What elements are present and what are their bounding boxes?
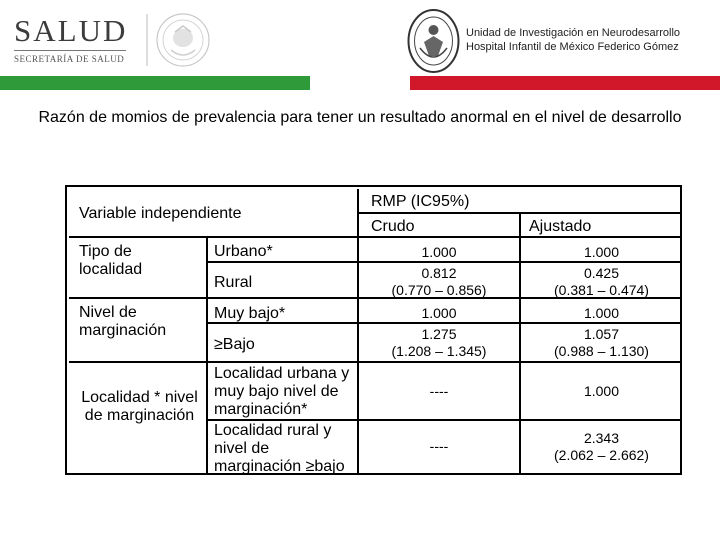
crude-urban-low-marg: ---- bbox=[429, 383, 449, 399]
rule-header-bottom bbox=[69, 236, 682, 238]
salud-wordmark: SALUD bbox=[14, 13, 128, 48]
category-muy-bajo: Muy bajo* bbox=[214, 305, 286, 322]
category-rural-high-marg: Localidad rural y nivel de marginación ≥bajo bbox=[214, 422, 345, 475]
salud-subtitle: SECRETARÍA DE SALUD bbox=[14, 54, 125, 64]
header-variable: Variable independiente bbox=[79, 205, 242, 222]
unit-name: Unidad de Investigación en Neurodesarrollo bbox=[466, 27, 681, 39]
adjusted-rural-high-marg-ci: (2.062 – 2.662) bbox=[554, 447, 649, 463]
crude-muy-bajo: 1.000 bbox=[421, 305, 457, 321]
adjusted-muy-bajo: 1.000 bbox=[583, 305, 620, 321]
adjusted-bajo-ci: (0.988 – 1.130) bbox=[554, 343, 649, 359]
group-label-locality: Tipo de localidad bbox=[79, 243, 143, 278]
category-urbano: Urbano* bbox=[214, 243, 273, 260]
green-accent-bar bbox=[0, 76, 310, 90]
header-crude: Crudo bbox=[371, 218, 415, 235]
adjusted-urbano: 1.000 bbox=[583, 244, 620, 260]
group-label-marginalization: Nivel de marginación bbox=[79, 304, 167, 339]
salud-logo bbox=[14, 14, 126, 64]
crude-bajo-ci: (1.208 – 1.345) bbox=[391, 343, 487, 359]
results-table bbox=[65, 185, 682, 475]
mexico-seal-icon bbox=[145, 10, 217, 70]
adjusted-rural-ci: (0.381 – 0.474) bbox=[554, 282, 649, 298]
category-urban-low-marg: Localidad urbana y muy bajo nivel de marginación* bbox=[214, 365, 350, 418]
rule-urbano-bottom bbox=[206, 261, 682, 263]
red-accent-bar bbox=[410, 76, 720, 90]
group-label-interaction: Localidad * nivel de marginación bbox=[81, 389, 198, 424]
rule-urbana-bottom bbox=[206, 419, 682, 421]
adjusted-rural-high-marg: 2.343 bbox=[583, 430, 620, 446]
hospital-name: Hospital Infantil de México Federico Gómez bbox=[466, 41, 679, 53]
category-bajo: ≥Bajo bbox=[214, 336, 255, 353]
crude-rural-high-marg: ---- bbox=[429, 438, 449, 454]
header-adjusted: Ajustado bbox=[529, 218, 592, 235]
crude-bajo: 1.275 bbox=[421, 326, 457, 342]
adjusted-bajo: 1.057 bbox=[583, 326, 620, 342]
adjusted-urban-low-marg: 1.000 bbox=[583, 383, 620, 399]
rule-col-category bbox=[206, 236, 208, 475]
rule-group2-bottom bbox=[69, 361, 682, 363]
category-rural: Rural bbox=[214, 274, 253, 291]
page-title: Razón de momios de prevalencia para tener un resultado anormal en el nivel de desarrollo bbox=[38, 109, 682, 126]
crude-urbano: 1.000 bbox=[421, 244, 457, 260]
adjusted-rural: 0.425 bbox=[583, 265, 620, 281]
hospital-seal-icon bbox=[406, 8, 461, 74]
header bbox=[0, 0, 720, 95]
salud-logo-rule bbox=[14, 50, 126, 51]
crude-rural: 0.812 bbox=[421, 265, 457, 281]
header-rmp: RMP (IC95%) bbox=[371, 193, 470, 210]
table-grid bbox=[69, 189, 682, 475]
crude-rural-ci: (0.770 – 0.856) bbox=[391, 282, 487, 298]
